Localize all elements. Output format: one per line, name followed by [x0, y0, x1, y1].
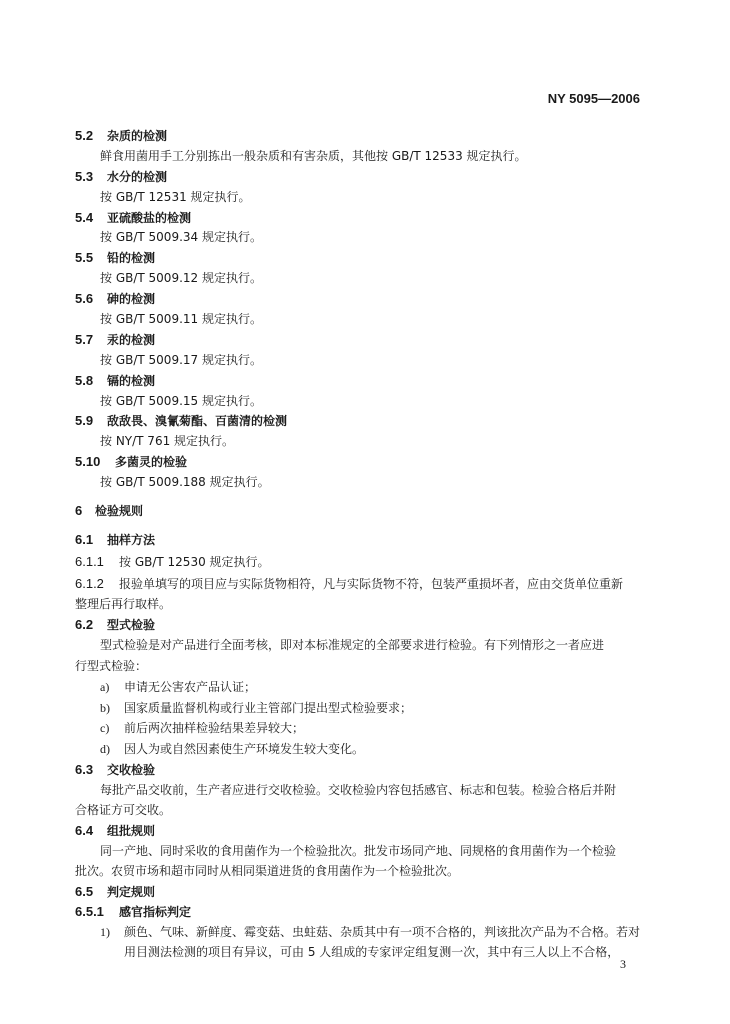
paragraph-line: 型式检验是对产品进行全面考核，即对本标准规定的全部要求进行检验。有下列情形之一者应进 [100, 638, 605, 652]
section-number: 5.4 [75, 210, 94, 225]
paragraph-line: 按 GB/T 12531 规定执行。 [100, 190, 251, 204]
section-heading [75, 332, 645, 348]
paragraph-line: 按 GB/T 5009.188 规定执行。 [100, 475, 270, 489]
section-heading [75, 250, 645, 266]
chapter-heading [75, 503, 645, 519]
list-item-label: b) [100, 701, 110, 715]
section-number: 6.5 [75, 884, 94, 899]
section-title: 镉的检测 [107, 374, 156, 388]
section-title: 杂质的检测 [107, 129, 168, 143]
section-heading [75, 413, 645, 429]
clause-line [75, 554, 645, 570]
paragraph-line: 鲜食用菌用手工分别拣出一般杂质和有害杂质，其他按 GB/T 12533 规定执行。 [100, 149, 527, 163]
clause-line [75, 576, 645, 592]
section-number: 5.7 [75, 332, 94, 347]
list-item-label: d) [100, 742, 110, 756]
paragraph-line: 用目测法检测的项目有异议，可由 5 人组成的专家评定组复测一次，其中有三人以上不合格， [124, 945, 620, 959]
chapter-title: 检验规则 [95, 504, 144, 518]
paragraph-line: 按 NY/T 761 规定执行。 [100, 434, 235, 448]
paragraph-line: 按 GB/T 5009.11 规定执行。 [100, 312, 262, 326]
paragraph-line: 每批产品交收前，生产者应进行交收检验。交收检验内容包括感官、标志和包装。检验合格后并附 [100, 783, 617, 797]
clause-number: 6.1.2 [75, 576, 104, 591]
section-number: 5.3 [75, 169, 94, 184]
section-number: 6.2 [75, 617, 94, 632]
section-heading [75, 291, 645, 307]
paragraph-line: 批次。农贸市场和超市同时从相同渠道进货的食用菌作为一个检验批次。 [75, 864, 460, 878]
section-number: 5.5 [75, 250, 94, 265]
standard-code-header: NY 5095—2006 [547, 91, 640, 106]
list-item-text: 颜色、气味、新鲜度、霉变菇、虫蛀菇、杂质其中有一项不合格的，判该批次产品为不合格。若对 [124, 925, 641, 939]
list-item-label: a) [100, 680, 110, 694]
section-number: 5.10 [75, 454, 101, 469]
section-title: 型式检验 [107, 618, 156, 632]
paragraph-line: 按 GB/T 5009.34 规定执行。 [100, 230, 262, 244]
list-item [100, 925, 670, 940]
list-item [100, 742, 670, 757]
section-title: 判定规则 [107, 885, 156, 899]
section-heading [75, 823, 645, 839]
section-title: 亚硫酸盐的检测 [107, 211, 192, 225]
list-item [100, 721, 670, 736]
section-number: 6.4 [75, 823, 94, 838]
list-item-text: 因人为或自然因素使生产环境发生较大变化。 [124, 742, 365, 756]
chapter-number: 6 [75, 503, 83, 518]
section-title: 抽样方法 [107, 533, 156, 547]
section-number: 5.6 [75, 291, 94, 306]
section-title: 多菌灵的检验 [115, 455, 188, 469]
list-item-text: 国家质量监督机构或行业主管部门提出型式检验要求； [124, 701, 413, 715]
paragraph-line: 按 GB/T 5009.12 规定执行。 [100, 271, 262, 285]
list-item [100, 701, 670, 716]
paragraph-line: 整理后再行取样。 [75, 597, 172, 611]
section-heading [75, 373, 645, 389]
list-item [100, 680, 670, 695]
paragraph-line: 行型式检验： [75, 659, 148, 673]
section-number: 6.3 [75, 762, 94, 777]
section-heading [75, 762, 645, 778]
clause-text: 报验单填写的项目应与实际货物相符，凡与实际货物不符，包装严重损坏者，应由交货单位重新 [119, 577, 624, 591]
section-title: 汞的检测 [107, 333, 156, 347]
section-number: 5.9 [75, 413, 94, 428]
paragraph-line: 合格证方可交收。 [75, 803, 172, 817]
paragraph-line: 同一产地、同时采收的食用菌作为一个检验批次。批发市场同产地、同规格的食用菌作为一个检验 [100, 844, 617, 858]
page-number: 3 [620, 957, 626, 971]
section-heading [75, 532, 645, 548]
section-title: 水分的检测 [107, 170, 168, 184]
section-title: 敌敌畏、溴氰菊酯、百菌清的检测 [107, 414, 288, 428]
clause-text: 按 GB/T 12530 规定执行。 [119, 555, 270, 569]
list-item-label: c) [100, 721, 110, 735]
list-item-label: 1) [100, 925, 110, 939]
section-heading [75, 210, 645, 226]
list-item-text: 申请无公害农产品认证； [124, 680, 257, 694]
section-title: 砷的检测 [107, 292, 156, 306]
section-heading [75, 884, 645, 900]
subsection-heading [75, 904, 645, 920]
section-title: 交收检验 [107, 763, 156, 777]
section-heading [75, 128, 645, 144]
clause-number: 6.1.1 [75, 554, 104, 569]
section-title: 铅的检测 [107, 251, 156, 265]
section-number: 5.8 [75, 373, 94, 388]
section-heading [75, 454, 645, 470]
paragraph-line: 按 GB/T 5009.15 规定执行。 [100, 394, 262, 408]
section-number: 5.2 [75, 128, 94, 143]
section-title: 组批规则 [107, 824, 156, 838]
section-heading [75, 617, 645, 633]
section-heading [75, 169, 645, 185]
subsection-title: 感官指标判定 [119, 905, 192, 919]
subsection-number: 6.5.1 [75, 904, 104, 919]
section-number: 6.1 [75, 532, 94, 547]
paragraph-line: 按 GB/T 5009.17 规定执行。 [100, 353, 262, 367]
list-item-text: 前后两次抽样检验结果差异较大； [124, 721, 305, 735]
